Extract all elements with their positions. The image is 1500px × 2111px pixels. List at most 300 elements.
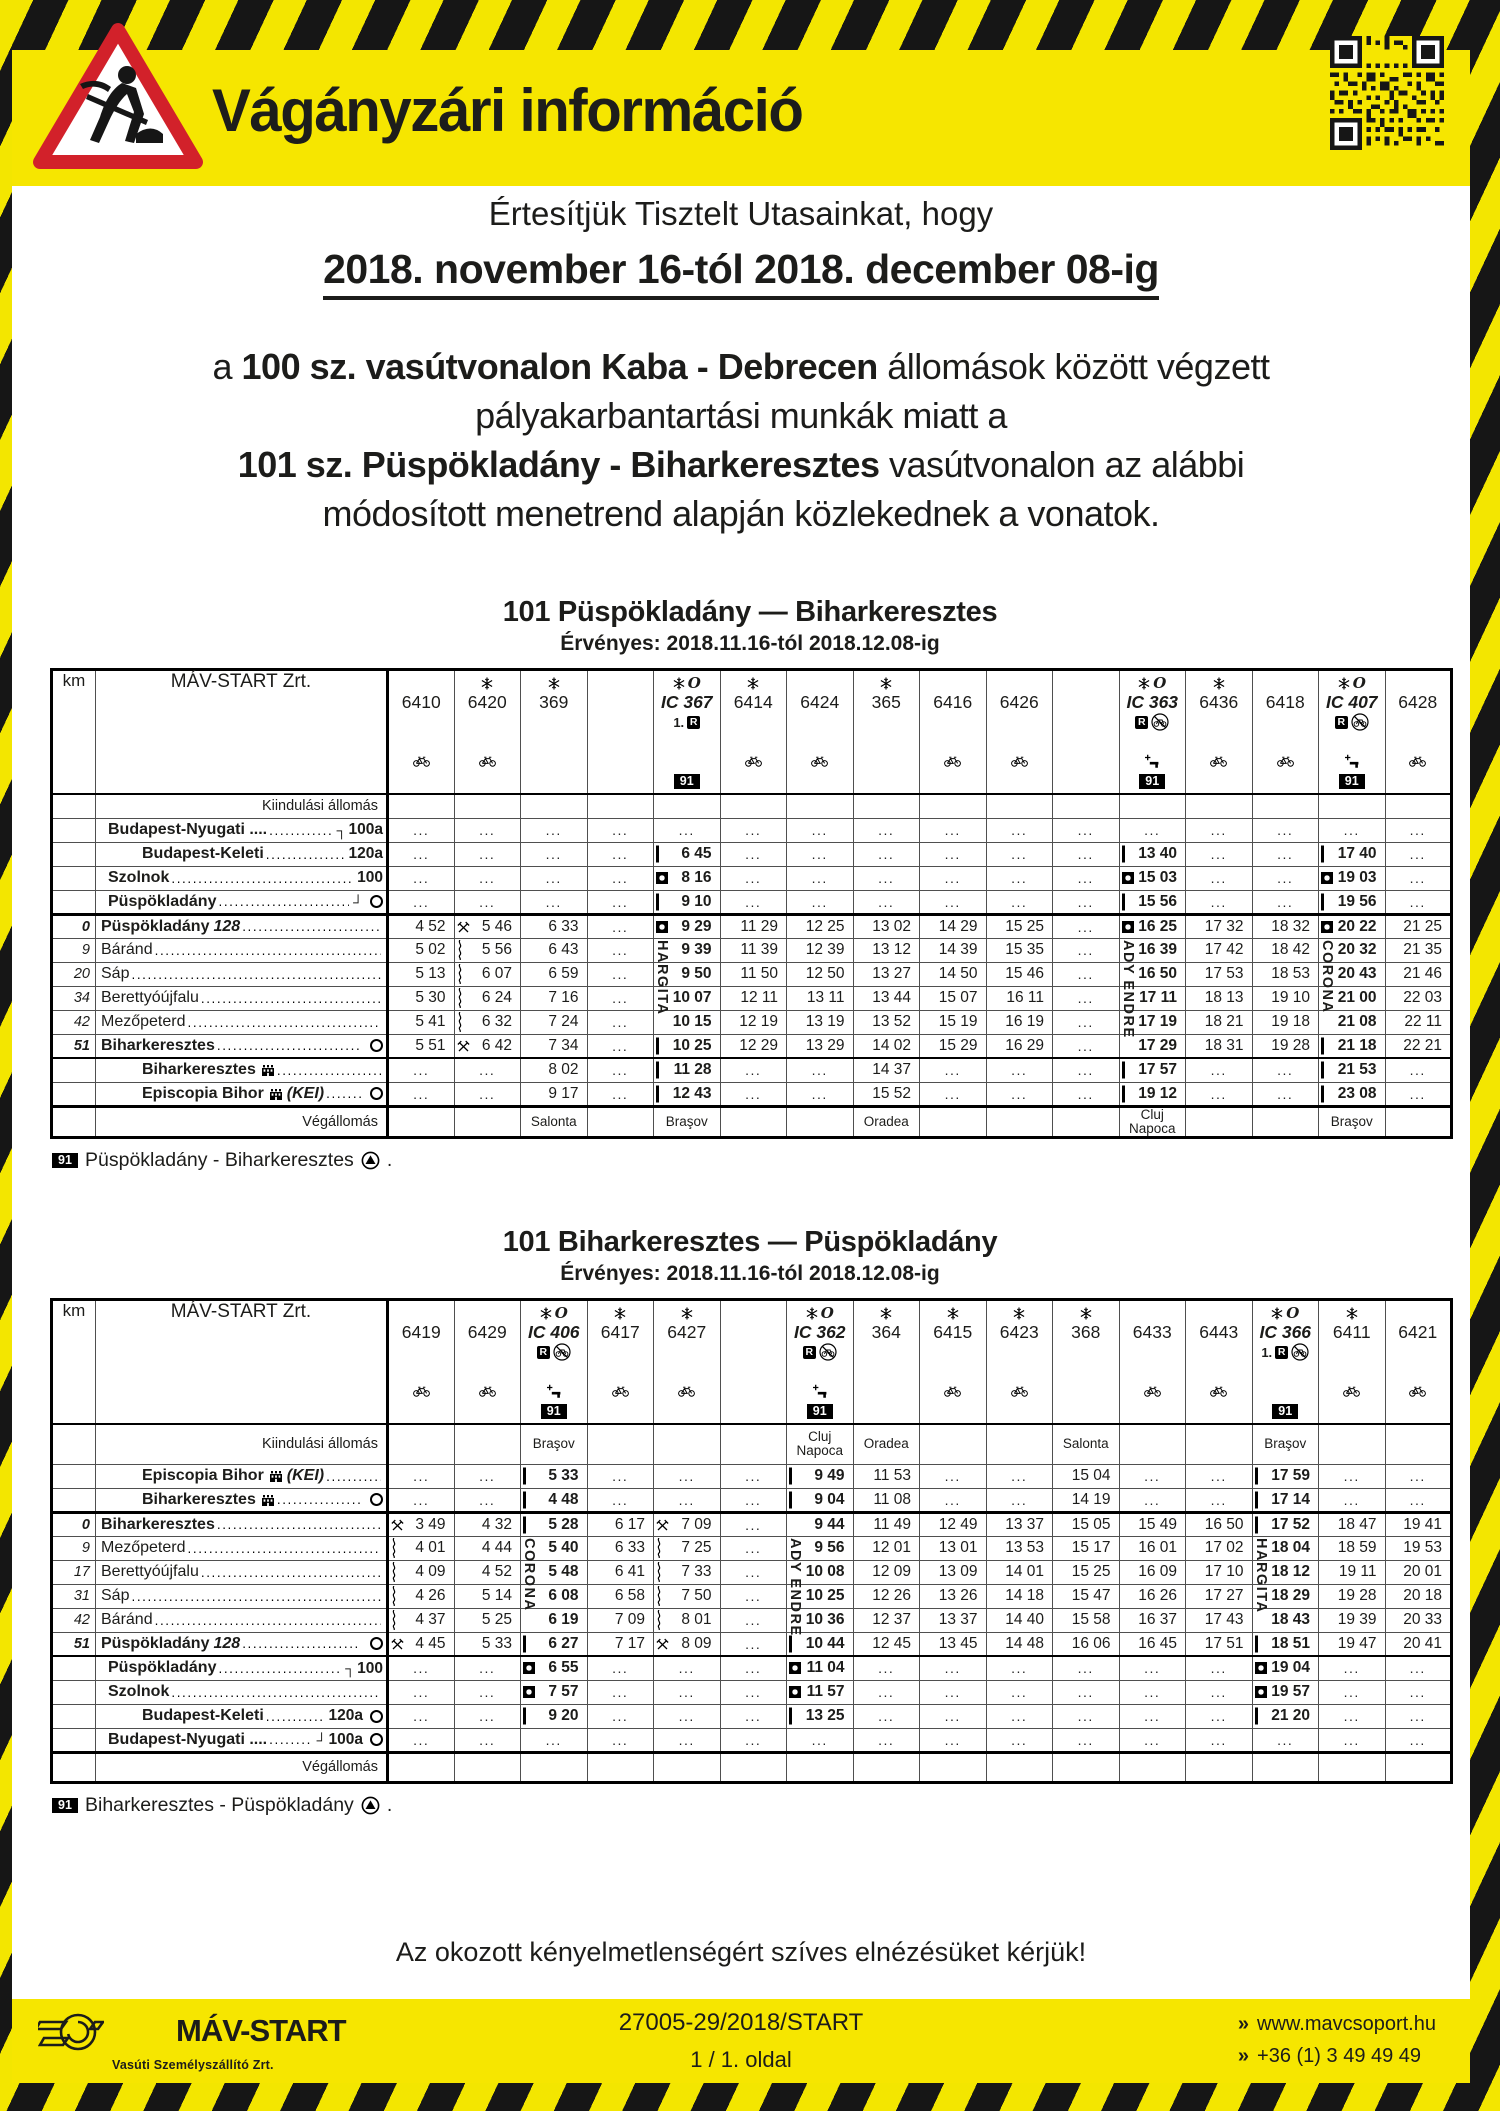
time-value: 15 19	[938, 1013, 978, 1030]
timetable-row	[52, 890, 1452, 914]
time-cell	[521, 1058, 588, 1082]
time-value: 18 21	[1204, 1013, 1244, 1030]
time-value: 18 12	[1271, 1563, 1310, 1580]
time-value: 5 48	[548, 1563, 579, 1580]
footnote-period: .	[386, 1793, 393, 1816]
time-cell	[454, 1536, 521, 1560]
time-cell	[986, 1512, 1053, 1536]
terminus-cell	[720, 1752, 787, 1782]
no-service-cell: ...	[454, 818, 521, 842]
no-service-cell: ...	[853, 866, 920, 890]
time-prefix	[523, 1708, 526, 1725]
time-value: 13 44	[872, 989, 911, 1006]
time-value: 6 42	[481, 1036, 512, 1054]
train-number: 365	[871, 692, 901, 712]
terminus-cell	[1053, 1106, 1120, 1137]
no-service-cell: ...	[986, 866, 1053, 890]
circle-marker	[370, 1637, 383, 1650]
time-cell	[1186, 1584, 1253, 1608]
terminus-label: Végállomás	[96, 1106, 388, 1137]
time-prefix	[656, 1519, 669, 1531]
terminus-label: Végállomás	[96, 1752, 388, 1782]
origin-cell	[587, 794, 654, 818]
through-line-icon	[523, 1491, 526, 1508]
time-cell	[521, 914, 588, 938]
time-value: 10 07	[672, 989, 712, 1006]
time-value: 17 52	[1271, 1515, 1310, 1533]
station-name: Episcopia Bihor	[142, 1467, 264, 1484]
origin-cell	[654, 794, 721, 818]
terminus-cell	[1186, 1106, 1253, 1137]
station-entry	[96, 990, 383, 1007]
time-prefix	[457, 921, 470, 933]
time-cell	[853, 1584, 920, 1608]
snowflake-icon	[1213, 677, 1225, 690]
no-service-cell: ...	[454, 1704, 521, 1728]
train-number: 6417	[600, 1322, 640, 1342]
train-column-header	[1252, 670, 1319, 795]
time-prefix	[457, 988, 463, 1008]
train-number: 6419	[401, 1322, 441, 1342]
dotted-leader	[269, 1731, 312, 1748]
time-cell	[787, 1464, 854, 1488]
terminus-cell	[986, 1752, 1053, 1782]
time-value: 16 01	[1138, 1539, 1177, 1556]
restricted-stop-icon	[789, 1686, 801, 1698]
time-cell	[1186, 938, 1253, 962]
no-service-cell: ...	[1252, 842, 1319, 866]
no-service-cell: ...	[787, 1082, 854, 1106]
time-cell	[454, 938, 521, 962]
terminus-cell	[1053, 1752, 1120, 1782]
route-91-badge: 91	[52, 1798, 78, 1813]
no-service-cell: ...	[986, 818, 1053, 842]
station-cell	[96, 1010, 388, 1034]
route-91-badge: 91	[541, 1404, 567, 1419]
no-service-cell: ...	[1119, 1656, 1186, 1680]
through-line-icon	[1122, 1085, 1125, 1102]
station-cell	[96, 1680, 388, 1704]
train-header-symbols	[1338, 674, 1366, 692]
time-value: 12 43	[672, 1084, 712, 1102]
time-prefix	[656, 1610, 662, 1630]
plain-text: módosított menetrend alapján közlekednek a vonatok.	[322, 493, 1160, 534]
no-service-cell: ...	[521, 866, 588, 890]
no-service-cell: ...	[454, 1488, 521, 1512]
time-value: 5 40	[548, 1539, 579, 1556]
bracket: ┐	[345, 1660, 356, 1677]
time-cell	[521, 1680, 588, 1704]
time-cell	[1252, 1464, 1319, 1488]
station-name: Püspökladány	[108, 1659, 217, 1677]
train-column-header	[1053, 670, 1120, 795]
no-service-cell: ...	[1385, 1464, 1452, 1488]
bicycle-icon	[1409, 1386, 1426, 1397]
snowflake-icon	[673, 677, 685, 690]
train-header-stack	[588, 671, 654, 793]
km-cell	[52, 1424, 96, 1464]
restricted-stop-icon	[1255, 1686, 1267, 1698]
time-cell	[654, 842, 721, 866]
time-cell	[1319, 914, 1386, 938]
station-entry	[96, 1491, 383, 1508]
origin-cell	[1252, 794, 1319, 818]
dotted-leader	[155, 1612, 381, 1629]
time-cell	[654, 1082, 721, 1106]
no-service-cell: ...	[654, 1728, 721, 1752]
time-prefix	[656, 872, 668, 884]
time-value: 13 26	[938, 1587, 978, 1604]
time-cell	[1319, 1584, 1386, 1608]
plain-text: a	[212, 346, 242, 387]
restricted-stop-icon	[1122, 921, 1134, 933]
train-header-stack	[389, 1301, 454, 1423]
no-service-cell: ...	[787, 842, 854, 866]
no-service-cell: ...	[1186, 890, 1253, 914]
closure-period-text: 2018. november 16-tól 2018. december 08-ig	[323, 246, 1159, 300]
time-cell	[720, 1034, 787, 1058]
time-cell	[1319, 866, 1386, 890]
no-bicycle-icon	[553, 1343, 571, 1361]
no-service-cell: ...	[1053, 1058, 1120, 1082]
train-number: 6416	[933, 692, 973, 712]
no-service-cell: ...	[853, 842, 920, 866]
time-value: 14 29	[938, 917, 978, 935]
no-service-cell: ...	[1186, 866, 1253, 890]
no-service-cell: ...	[853, 1704, 920, 1728]
station-name: Berettyóújfalu	[101, 1563, 199, 1580]
timetable	[50, 668, 1453, 1139]
train-column-header	[388, 1300, 455, 1425]
time-prefix	[1122, 893, 1125, 910]
terminus-cell	[787, 1752, 854, 1782]
train-column-header	[920, 670, 987, 795]
train-number: 6436	[1199, 692, 1239, 712]
no-service-cell: ...	[521, 890, 588, 914]
no-service-cell: ...	[720, 1728, 787, 1752]
no-service-cell: ...	[853, 1680, 920, 1704]
timetable-row	[52, 1488, 1452, 1512]
time-value: 8 02	[548, 1061, 579, 1079]
workdays-icon	[457, 921, 470, 933]
time-value: 22 03	[1403, 989, 1442, 1006]
station-entry	[96, 1731, 383, 1748]
time-prefix	[391, 1519, 404, 1531]
no-service-cell: ...	[1119, 1704, 1186, 1728]
time-value: 10 25	[672, 1036, 712, 1054]
time-cell	[853, 1010, 920, 1034]
dotted-leader	[266, 846, 345, 863]
train-header-tags	[1261, 1344, 1309, 1360]
dotted-leader	[266, 1708, 325, 1725]
train-header-symbols	[806, 1304, 834, 1322]
time-value: 12 01	[872, 1539, 911, 1556]
time-cell	[1053, 1536, 1120, 1560]
no-service-cell: ...	[787, 866, 854, 890]
no-service-cell: ...	[853, 1728, 920, 1752]
station-name: Sáp	[101, 1587, 130, 1604]
train-header-stack	[521, 1301, 587, 1423]
circle-marker	[370, 895, 383, 908]
no-service-cell: ...	[587, 1656, 654, 1680]
through-line-icon	[789, 1635, 792, 1652]
time-value: 13 12	[872, 941, 911, 958]
train-header-tags	[537, 1344, 571, 1360]
no-service-cell: ...	[720, 1488, 787, 1512]
no-service-cell: ...	[454, 1728, 521, 1752]
time-cell	[388, 938, 455, 962]
website-link: www.mavcsoport.hu	[1257, 2013, 1436, 2035]
time-cell	[986, 1584, 1053, 1608]
time-value: 4 01	[415, 1539, 446, 1556]
no-service-cell: ...	[1319, 1656, 1386, 1680]
time-cell	[1252, 1034, 1319, 1058]
no-service-cell: ...	[1186, 1082, 1253, 1106]
station-cell	[96, 1656, 388, 1680]
non-stop-wavy-icon	[391, 1562, 397, 1582]
train-header-services	[745, 752, 762, 770]
timetable-row	[52, 938, 1452, 962]
origin-cell	[986, 794, 1053, 818]
time-cell	[654, 1632, 721, 1656]
timetable-row	[52, 842, 1452, 866]
time-cell	[1053, 1512, 1120, 1536]
no-service-cell: ...	[986, 1680, 1053, 1704]
restricted-stop-icon	[1122, 872, 1134, 884]
time-value: 11 08	[873, 1490, 911, 1508]
document-number: 27005-29/2018/START	[618, 2009, 864, 2036]
time-value: 12 50	[805, 965, 845, 982]
time-cell	[920, 1512, 987, 1536]
through-line-icon	[1255, 1516, 1258, 1533]
terminus-cell	[1319, 1752, 1386, 1782]
station-entry	[96, 870, 383, 887]
time-value: 15 04	[1071, 1467, 1111, 1484]
station-cell	[96, 1034, 388, 1058]
station-name: Budapest-Nyugati ....	[108, 1730, 268, 1748]
time-value: 6 24	[481, 989, 512, 1006]
timetable-row	[52, 1034, 1452, 1058]
snowflake-icon	[1013, 1307, 1025, 1320]
through-line-icon	[1255, 1635, 1258, 1652]
time-cell	[986, 1034, 1053, 1058]
time-cell	[1186, 1010, 1253, 1034]
no-service-cell: ...	[787, 1728, 854, 1752]
time-cell	[920, 1584, 987, 1608]
dotted-leader	[171, 1684, 381, 1701]
train-header-tags	[673, 714, 700, 730]
station-name: Mezőpeterd	[101, 1539, 186, 1556]
time-value: 11 28	[673, 1061, 712, 1079]
time-cell	[1252, 1704, 1319, 1728]
no-service-cell: ...	[388, 1656, 455, 1680]
time-value: 4 52	[415, 917, 446, 935]
time-cell	[920, 1034, 987, 1058]
time-value: 10 08	[805, 1563, 845, 1580]
time-cell	[1186, 1560, 1253, 1584]
timetable-row	[52, 986, 1452, 1010]
train-number: 6415	[933, 1322, 973, 1342]
time-cell	[1319, 842, 1386, 866]
time-value: 15 47	[1071, 1587, 1111, 1604]
train-header-stack	[1186, 671, 1252, 793]
train-number: IC 362	[793, 1322, 846, 1342]
through-line-icon	[789, 1708, 792, 1725]
no-service-cell: ...	[587, 890, 654, 914]
time-value: 17 32	[1204, 917, 1244, 935]
intro-line: Értesítjük Tisztelt Utasainkat, hogy	[488, 195, 994, 232]
dining-car-icon	[812, 1384, 828, 1399]
time-cell	[388, 1512, 455, 1536]
timetable-row	[52, 1010, 1452, 1034]
time-cell	[454, 1584, 521, 1608]
time-value: 19 11	[1338, 1563, 1377, 1580]
footer-contact	[1238, 2013, 1436, 2077]
no-service-cell: ...	[454, 890, 521, 914]
no-service-cell: ...	[654, 818, 721, 842]
train-header-symbols	[947, 1304, 959, 1322]
no-service-cell: ...	[654, 1656, 721, 1680]
timetable-row	[52, 1464, 1452, 1488]
time-value: 7 34	[548, 1036, 579, 1054]
time-value: 15 29	[938, 1036, 978, 1054]
time-cell	[521, 1034, 588, 1058]
bicycle-icon	[1011, 756, 1028, 767]
table-footnote	[52, 1794, 1450, 1817]
train-header-services	[413, 1382, 430, 1400]
no-service-cell: ...	[920, 1680, 987, 1704]
time-value: 16 09	[1138, 1563, 1177, 1580]
time-cell	[1119, 1512, 1186, 1536]
non-stop-wavy-icon	[391, 1538, 397, 1558]
train-header-services	[944, 1382, 961, 1400]
through-line-icon	[1122, 893, 1125, 910]
time-value: 14 50	[938, 965, 978, 982]
chevron-icon: »	[1237, 2045, 1250, 2067]
reservation-icon: R	[1335, 716, 1348, 729]
km-cell: 20	[52, 962, 96, 986]
time-cell	[1119, 1536, 1186, 1560]
time-prefix	[1255, 1635, 1258, 1652]
time-value: 4 32	[481, 1515, 512, 1533]
no-service-cell: ...	[587, 914, 654, 938]
train-header-services	[1210, 1382, 1227, 1400]
time-cell	[1119, 842, 1186, 866]
time-value: 10 15	[672, 1013, 712, 1030]
time-cell	[454, 914, 521, 938]
route-91-badge: 91	[1272, 1404, 1298, 1419]
time-cell	[654, 1560, 721, 1584]
time-cell	[1252, 1512, 1319, 1536]
time-value: 7 16	[548, 989, 579, 1006]
station-name: Biharkeresztes	[101, 1036, 215, 1054]
time-cell	[1319, 1010, 1386, 1034]
time-cell	[1186, 962, 1253, 986]
class-tag: 1.	[673, 714, 685, 730]
time-prefix	[457, 1040, 470, 1052]
time-cell	[587, 1584, 654, 1608]
time-prefix	[457, 1012, 463, 1032]
time-prefix	[1255, 1516, 1258, 1533]
km-cell: 51	[52, 1632, 96, 1656]
time-value: 4 26	[415, 1587, 446, 1604]
timetable-section	[50, 596, 1450, 1172]
km-cell: 0	[52, 1512, 96, 1536]
terminus-cell	[787, 1106, 854, 1137]
time-cell	[587, 1560, 654, 1584]
no-service-cell: ...	[1186, 1488, 1253, 1512]
train-column-header	[454, 670, 521, 795]
time-value: 7 09	[681, 1515, 712, 1533]
snowflake-icon	[947, 1307, 959, 1320]
time-cell	[1119, 890, 1186, 914]
time-value: 6 32	[481, 1013, 512, 1030]
train-header-services	[1144, 1382, 1161, 1400]
km-cell: 9	[52, 1536, 96, 1560]
train-column-header	[1385, 1300, 1452, 1425]
train-column-header	[388, 670, 455, 795]
no-service-cell: ...	[388, 1728, 455, 1752]
route-number: 100a	[328, 1730, 363, 1748]
station-entry	[96, 893, 383, 910]
station-name: Báránd	[101, 1611, 153, 1628]
time-prefix	[1122, 1062, 1125, 1079]
time-value: 13 02	[872, 917, 911, 935]
time-value: 17 19	[1138, 1013, 1177, 1030]
class-tag: 1.	[1261, 1344, 1273, 1360]
time-cell	[654, 1536, 721, 1560]
time-cell	[1319, 1512, 1386, 1536]
time-cell	[986, 986, 1053, 1010]
page-title: Vágányzári információ	[212, 77, 803, 144]
station-cell	[96, 986, 388, 1010]
footnote-text: Biharkeresztes - Püspökladány	[85, 1793, 354, 1816]
route-number: 100a	[348, 821, 383, 839]
time-value: 4 45	[415, 1634, 446, 1652]
time-cell	[853, 1560, 920, 1584]
time-cell	[521, 1608, 588, 1632]
train-number: 6427	[667, 1322, 707, 1342]
time-cell	[388, 962, 455, 986]
train-header-stack	[1386, 671, 1451, 793]
no-bicycle-icon	[1151, 713, 1169, 731]
train-column-header	[1319, 1300, 1386, 1425]
time-value: 12 45	[872, 1634, 911, 1652]
time-prefix	[523, 1468, 526, 1485]
train-name-vertical: CORONA	[521, 1537, 537, 1611]
station-cell	[96, 1488, 388, 1512]
train-header-services	[678, 1382, 695, 1400]
station-entry	[96, 1516, 383, 1533]
no-service-cell: ...	[720, 1464, 787, 1488]
station-building-icon	[269, 1470, 283, 1482]
train-header-services	[1344, 752, 1360, 770]
origin-cell	[1053, 794, 1120, 818]
no-service-cell: ...	[1119, 818, 1186, 842]
origin-cell	[388, 1424, 455, 1464]
time-value: 17 59	[1271, 1467, 1310, 1484]
station-entry	[96, 1635, 383, 1652]
circle-marker	[370, 1493, 383, 1506]
no-service-cell: ...	[1186, 818, 1253, 842]
time-value: 12 37	[872, 1611, 911, 1628]
time-cell	[521, 1632, 588, 1656]
train-name-vertical: CORONA	[1319, 939, 1335, 1013]
time-cell	[1385, 1560, 1452, 1584]
train-header-stack	[455, 1301, 521, 1423]
logo-subtext: Vasúti Személyszállító Zrt.	[112, 2058, 274, 2072]
no-service-cell: ...	[920, 890, 987, 914]
